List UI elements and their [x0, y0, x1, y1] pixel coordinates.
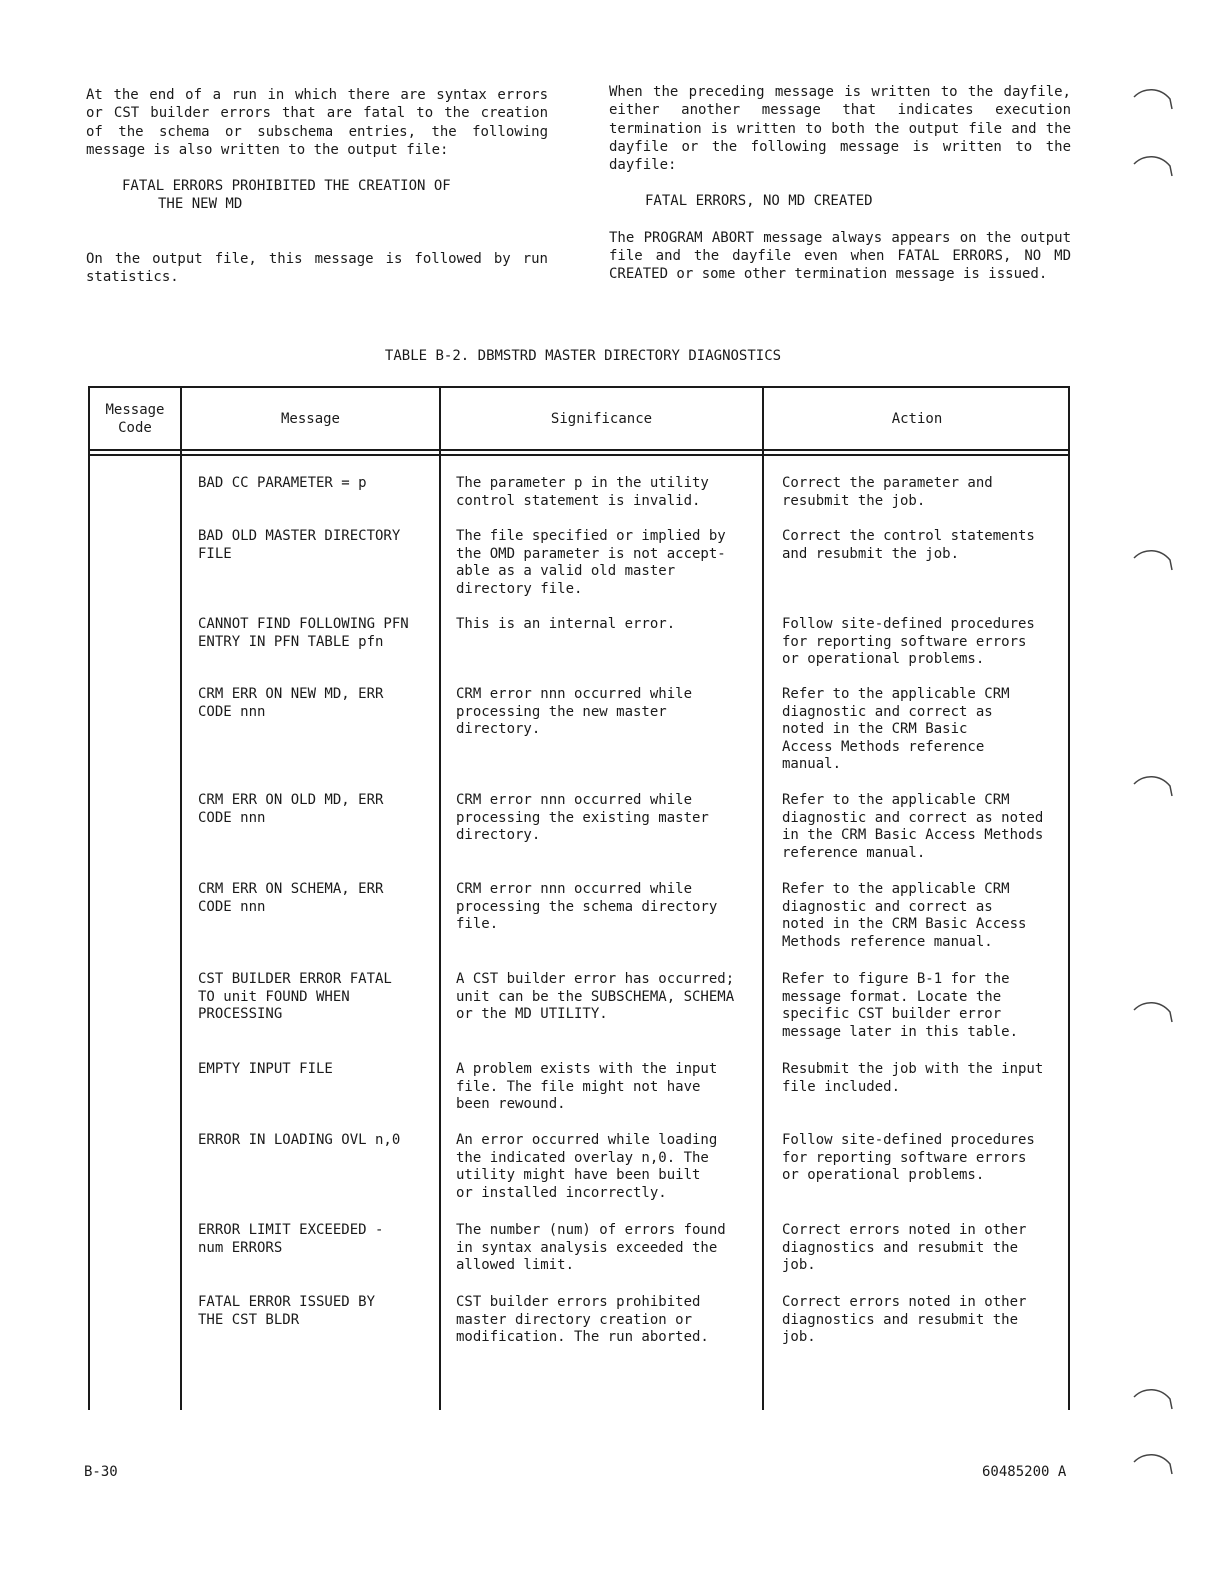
row-message: BAD CC PARAMETER = p	[198, 475, 367, 491]
intro-left-message-line-1: FATAL ERRORS PROHIBITED THE CREATION OF	[122, 178, 451, 195]
page-number: B-30	[84, 1464, 118, 1480]
row-significance: A problem exists with the input file. The file might not have been rewound.	[456, 1061, 718, 1113]
row-message: CANNOT FIND FOLLOWING PFN ENTRY IN PFN TABLE pfn	[198, 616, 409, 650]
row-action: Refer to the applicable CRM diagnostic and correct as noted in the CRM Basic Access Methods reference manual.	[782, 792, 1044, 861]
row-significance: CRM error nnn occurred while processing the existing master directory.	[456, 792, 709, 844]
punch-hole-mark-icon	[1130, 998, 1176, 1024]
row-significance: This is an internal error.	[456, 616, 676, 632]
punch-hole-mark-icon	[1130, 1385, 1176, 1411]
diagnostics-table	[88, 386, 1070, 1410]
intro-left-paragraph-2: On the output file, this message is followed by run statistics.	[86, 250, 548, 286]
intro-left-paragraph-1: At the end of a run in which there are syntax errors or CST builder errors that are fatal to the creation of the schema or subschema entries, the following message is also written to the output file:	[86, 87, 548, 158]
row-action: Correct errors noted in other diagnostics and resubmit the job.	[782, 1222, 1027, 1274]
punch-hole-mark-icon	[1130, 546, 1176, 572]
header-separator	[90, 449, 1068, 456]
intro-right-paragraph-2: The PROGRAM ABORT message always appears on the output file and the dayfile even when FATAL ERRORS, NO MD CREATED or some other termination message is issued.	[609, 229, 1071, 283]
intro-left-message-line-2: THE NEW MD	[158, 196, 243, 213]
row-significance: The number (num) of errors found in syntax analysis exceeded the allowed limit.	[456, 1222, 726, 1274]
column-divider	[762, 388, 764, 1410]
row-action: Follow site-defined procedures for reporting software errors or operational problems.	[782, 1132, 1035, 1184]
intro-left-column	[86, 86, 548, 286]
row-significance: An error occurred while loading the indicated overlay n,0. The utility might have been built or installed incorrectly.	[456, 1132, 718, 1201]
column-divider	[180, 388, 182, 1410]
row-action: Refer to figure B-1 for the message format. Locate the specific CST builder error message later in this table.	[782, 971, 1019, 1040]
column-divider	[439, 388, 441, 1410]
header-significance: Significance	[550, 410, 653, 427]
header-message-code: Message Code	[105, 401, 165, 436]
row-action: Correct the parameter and resubmit the job.	[782, 475, 993, 509]
row-message: ERROR IN LOADING OVL n,0	[198, 1132, 401, 1148]
intro-right-paragraph-1: When the preceding message is written to the dayfile, either another message that indicates execution termination is written to both the output file and the dayfile or the following message is written to the dayfile:	[609, 84, 1071, 174]
document-number: 60485200 A	[982, 1464, 1067, 1480]
row-significance: CRM error nnn occurred while processing the new master directory.	[456, 686, 693, 738]
row-significance: CST builder errors prohibited master directory creation or modification. The run aborted.	[456, 1294, 709, 1346]
row-message: ERROR LIMIT EXCEEDED - num ERRORS	[198, 1222, 384, 1256]
row-message: FATAL ERROR ISSUED BY THE CST BLDR	[198, 1294, 376, 1328]
punch-hole-mark-icon	[1130, 85, 1176, 111]
row-message: CST BUILDER ERROR FATAL TO unit FOUND WHEN PROCESSING	[198, 971, 392, 1023]
punch-hole-mark-icon	[1130, 772, 1176, 798]
row-significance: The file specified or implied by the OMD parameter is not accept- able as a valid old master directory file.	[456, 528, 726, 597]
punch-hole-mark-icon	[1130, 152, 1176, 178]
row-action: Refer to the applicable CRM diagnostic and correct as noted in the CRM Basic Access Methods reference manual.	[782, 686, 1010, 773]
punch-hole-mark-icon	[1130, 1450, 1176, 1476]
row-message: CRM ERR ON OLD MD, ERR CODE nnn	[198, 792, 384, 826]
header-action: Action	[891, 410, 943, 427]
row-action: Refer to the applicable CRM diagnostic and correct as noted in the CRM Basic Access Methods reference manual.	[782, 881, 1027, 950]
table-title: TABLE B-2. DBMSTRD MASTER DIRECTORY DIAGNOSTICS	[384, 348, 782, 364]
row-significance: CRM error nnn occurred while processing the schema directory file.	[456, 881, 718, 933]
row-significance: The parameter p in the utility control statement is invalid.	[456, 475, 709, 509]
row-action: Resubmit the job with the input file included.	[782, 1061, 1044, 1095]
intro-right-message: FATAL ERRORS, NO MD CREATED	[645, 193, 873, 210]
row-message: CRM ERR ON SCHEMA, ERR CODE nnn	[198, 881, 384, 915]
intro-right-column	[609, 83, 1071, 284]
row-significance: A CST builder error has occurred; unit can be the SUBSCHEMA, SCHEMA or the MD UTILITY.	[456, 971, 735, 1023]
row-message: CRM ERR ON NEW MD, ERR CODE nnn	[198, 686, 384, 720]
row-message: EMPTY INPUT FILE	[198, 1061, 333, 1077]
row-action: Correct the control statements and resubmit the job.	[782, 528, 1035, 562]
row-message: BAD OLD MASTER DIRECTORY FILE	[198, 528, 401, 562]
header-message: Message	[280, 410, 340, 427]
row-action: Follow site-defined procedures for reporting software errors or operational problems.	[782, 616, 1035, 668]
row-action: Correct errors noted in other diagnostics and resubmit the job.	[782, 1294, 1027, 1346]
